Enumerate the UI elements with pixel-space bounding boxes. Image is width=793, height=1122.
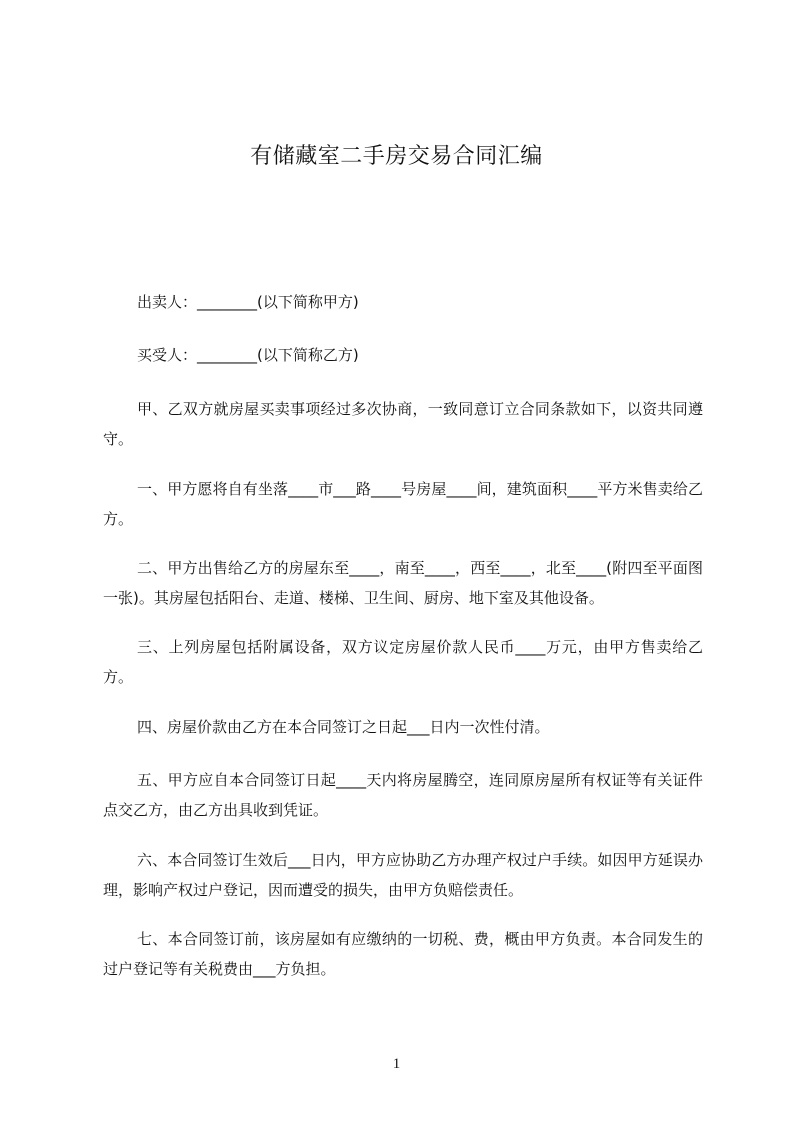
buyer-line: 买受人：________(以下简称乙方) [137,346,359,364]
clause-4-paragraph: 四、房屋价款由乙方在本合同签订之日起___日内一次性付清。 [137,718,550,736]
page-number: 1 [392,1056,401,1072]
clause-3-paragraph: 三、上列房屋包括附属设备，双方议定房屋价款人民币____万元，由甲方售卖给乙方。 [103,638,703,686]
clause-1-paragraph: 一、甲方愿将自有坐落____市___路____号房屋____间，建筑面积____平方米售卖给乙方。 [103,480,703,528]
preamble-paragraph: 甲、乙双方就房屋买卖事项经过多次协商，一致同意订立合同条款如下，以资共同遵守。 [103,400,703,448]
clause-5-paragraph: 五、甲方应自本合同签订日起____天内将房屋腾空，连同原房屋所有权证等有关证件点交乙方，由乙方出具收到凭证。 [103,771,703,819]
seller-line: 出卖人：________(以下简称甲方) [137,293,359,311]
document-title: 有储藏室二手房交易合同汇编 [250,144,543,169]
clause-6-paragraph: 六、本合同签订生效后___日内，甲方应协助乙方办理产权过户手续。如因甲方延误办理，影响产权过户登记，因而遭受的损失，由甲方负赔偿责任。 [103,851,703,899]
clause-2-paragraph: 二、甲方出售给乙方的房屋东至____，南至____，西至____，北至____(附四至平面图一张)。其房屋包括阳台、走道、楼梯、卫生间、厨房、地下室及其他设备。 [103,559,703,607]
clause-7-paragraph: 七、本合同签订前，该房屋如有应缴纳的一切税、费，概由甲方负责。本合同发生的过户登记等有关税费由___方负担。 [103,930,703,978]
